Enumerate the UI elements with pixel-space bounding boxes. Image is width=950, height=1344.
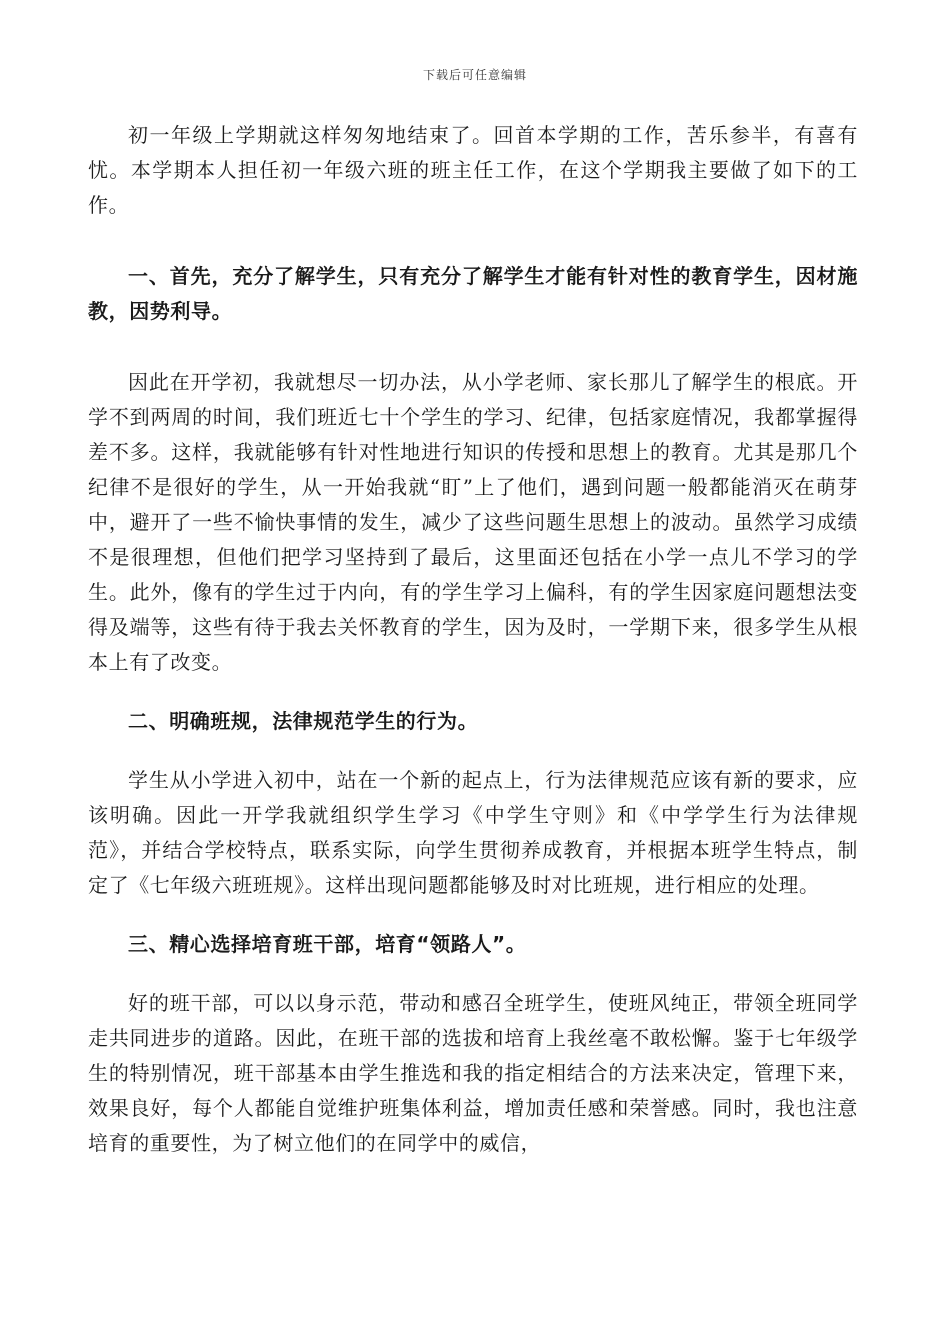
section-3-paragraph: 好的班干部，可以以身示范，带动和感召全班学生，使班风纯正，带领全班同学走共同进步的道路。因此，在班干部的选拔和培育上我丝毫不敢松懈。鉴于七年级学生的特别情况，班干部基本由学生推选和我的指定相结合的方法来决定，管理下来，效果良好，每个人都能自觉维护班集体利益，增加责任感和荣誉感。同时，我也注意培育的重要性，为了树立他们的在同学中的威信， (88, 991, 858, 1155)
section-1-paragraph: 因此在开学初，我就想尽一切办法，从小学老师、家长那儿了解学生的根底。开学不到两周的时间，我们班近七十个学生的学习、纪律，包括家庭情况，我都掌握得差不多。这样，我就能够有针对性地进行知识的传授和思想上的教育。尤其是那几个纪律不是很好的学生，从一开始我就“盯”上了他们，遇到问题一般都能消灭在萌芽中，避开了一些不愉快事情的发生，减少了这些问题生思想上的波动。虽然学习成绩不是很理想，但他们把学习坚持到了最后，这里面还包括在小学一点儿不学习的学生。此外，像有的学生过于内向，有的学生学习上偏科，有的学生因家庭问题想法变得及端等，这些有待于我去关怀教育的学生，因为及时，一学期下来，很多学生从根本上有了改变。 (88, 370, 858, 674)
section-2-heading: 二、明确班规，法律规范学生的行为。 (128, 709, 479, 733)
section-2-paragraph: 学生从小学进入初中，站在一个新的起点上，行为法律规范应该有新的要求，应该明确。因此一开学我就组织学生学习《中学生守则》和《中学学生行为法律规范》，并结合学校特点，联系实际，向学生贯彻养成教育，并根据本班学生特点，制定了《七年级六班班规》。这样出现问题都能够及时对比班规，进行相应的处理。 (88, 768, 858, 897)
intro-paragraph: 初一年级上学期就这样匆匆地结束了。回首本学期的工作，苦乐参半，有喜有忧。本学期本人担任初一年级六班的班主任工作，在这个学期我主要做了如下的工作。 (88, 123, 858, 217)
document-body (88, 118, 858, 1161)
section-3-heading: 三、精心选择培育班干部，培育“领路人”。 (128, 932, 527, 956)
page-header-note: 下载后可任意编辑 (422, 68, 527, 82)
section-1-heading: 一、首先，充分了解学生，只有充分了解学生才能有针对性的教育学生，因材施教，因势利导。 (88, 264, 858, 323)
